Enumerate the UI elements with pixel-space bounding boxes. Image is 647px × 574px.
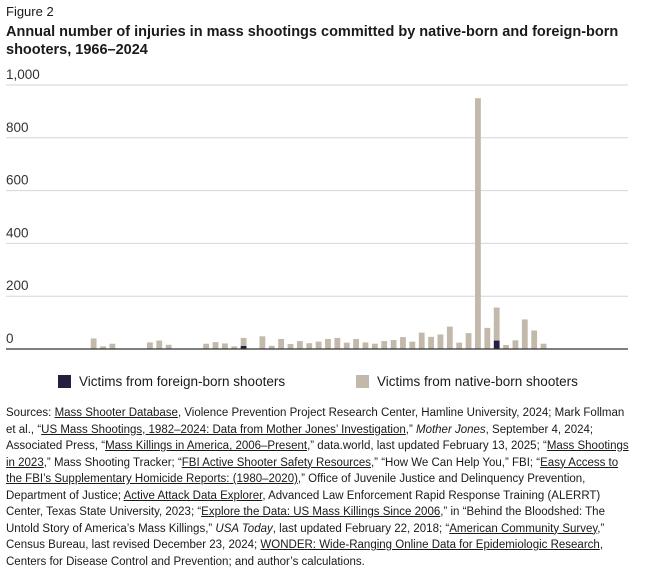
bar-native-1988 bbox=[278, 339, 284, 349]
source-link-usa-today[interactable]: Explore the Data: US Mass Killings Since 2006 bbox=[201, 506, 441, 518]
y-tick-label: 800 bbox=[6, 119, 29, 135]
sources-italic: Mother Jones bbox=[415, 423, 486, 436]
legend-swatch-native bbox=[356, 375, 369, 388]
bar-native-1995 bbox=[344, 343, 350, 349]
sources-text: , Violence Prevention Project Research Center, Hamline University, 2024; Mark Follman et al., “ bbox=[6, 407, 625, 436]
bar-native-1980 bbox=[203, 344, 209, 349]
bar-native-1999 bbox=[381, 341, 387, 349]
source-link-associated-press[interactable]: Mass Killings in America, 2006–Present bbox=[105, 440, 308, 452]
source-link-fbi-shr[interactable]: Easy Access to the FBI’s Supplementary Homicide Reports: (1980–2020) bbox=[6, 456, 619, 485]
bar-native-1993 bbox=[325, 339, 331, 349]
y-tick-label: 200 bbox=[6, 278, 29, 294]
bar-native-2001 bbox=[400, 337, 406, 349]
legend-label-native: Victims from native-born shooters bbox=[377, 374, 578, 389]
sources-text: ,” “How We Can Help You,” FBI; “ bbox=[370, 456, 541, 469]
sources-text: , Advanced Law Enforcement Rapid Response Training (ALERRT) Center, Texas State University, 2023; “ bbox=[6, 489, 601, 518]
source-link-fbi-active-shooter[interactable]: FBI Active Shooter Safety Resources bbox=[181, 456, 371, 469]
sources-italic: USA Today bbox=[215, 522, 273, 535]
figure-label: Figure 2 bbox=[6, 4, 54, 19]
bar-native-1968 bbox=[91, 338, 97, 349]
bar-native-2002 bbox=[409, 342, 415, 349]
chart-title: Annual number of injuries in mass shootings committed by native-born and foreign-born shooters, 1966–2024 bbox=[6, 24, 619, 58]
legend-swatch-foreign bbox=[58, 375, 71, 388]
sources-text: ,” Mass Shooting Tracker; “ bbox=[43, 456, 182, 469]
bar-native-2009 bbox=[475, 98, 481, 349]
sources-text: ,” Office of Juvenile Justice and Delinquency Prevention, Department of Justice; bbox=[6, 473, 586, 502]
source-link-active-attack[interactable]: Active Attack Data Explorer bbox=[123, 489, 263, 502]
bar-native-2005 bbox=[438, 334, 444, 349]
source-link-cdc-wonder[interactable]: WONDER: Wide-Ranging Online Data for Epidemiologic Research bbox=[260, 539, 600, 551]
source-link-mother-jones[interactable]: US Mass Shootings, 1982–2024: Data from Mother Jones’ Investigation bbox=[41, 423, 406, 436]
source-link-mass-shootings-2023[interactable]: Mass Shootings in 2023 bbox=[6, 440, 629, 469]
bar-native-1994 bbox=[334, 338, 340, 349]
legend-label-foreign: Victims from foreign-born shooters bbox=[79, 374, 286, 389]
source-link-mass-shooter-database[interactable]: Mass Shooter Database bbox=[54, 407, 178, 419]
bar-native-1989 bbox=[288, 344, 294, 349]
bar-foreign-2011 bbox=[494, 341, 500, 349]
bar-native-1998 bbox=[372, 344, 378, 349]
legend-item-foreign bbox=[58, 374, 285, 389]
bar-native-1970 bbox=[109, 344, 115, 349]
sources-text: ,” Census Bureau, last revised December 23, 2024; bbox=[6, 522, 605, 551]
source-link-acs[interactable]: American Community Survey bbox=[449, 522, 598, 535]
bar-native-2016 bbox=[541, 344, 547, 349]
sources-text: , Centers for Disease Control and Prevention; and author’s calculations. bbox=[6, 539, 604, 568]
y-tick-label: 400 bbox=[6, 225, 29, 241]
bar-native-2010 bbox=[484, 328, 490, 349]
bar-native-1974 bbox=[147, 342, 153, 349]
bar-native-2015 bbox=[531, 331, 537, 349]
bar-native-1996 bbox=[353, 339, 359, 349]
sources-text: ,” in “Behind the Bloodshed: The Untold Story of America’s Mass Killings,” bbox=[6, 506, 605, 535]
bar-native-1992 bbox=[316, 342, 322, 349]
injuries-bar-chart bbox=[0, 62, 647, 362]
bar-native-1976 bbox=[166, 345, 172, 349]
bar-native-1981 bbox=[213, 342, 219, 349]
bar-native-2003 bbox=[419, 333, 425, 349]
bar-native-2011 bbox=[494, 308, 500, 341]
y-tick-label: 0 bbox=[6, 331, 14, 346]
bar-native-2006 bbox=[447, 327, 453, 349]
y-tick-label: 1,000 bbox=[6, 67, 40, 82]
sources-note bbox=[6, 405, 636, 570]
bar-native-1991 bbox=[306, 343, 312, 349]
sources-text: ,” data.world, last updated February 13, 2025; “ bbox=[307, 440, 547, 452]
bar-native-2007 bbox=[456, 343, 462, 349]
y-tick-label: 600 bbox=[6, 172, 29, 188]
bar-native-2004 bbox=[428, 337, 434, 349]
bar-native-1997 bbox=[363, 342, 369, 349]
legend-item-native bbox=[356, 374, 578, 389]
bar-native-1982 bbox=[222, 343, 228, 349]
sources-text: , last updated February 22, 2018; “ bbox=[272, 522, 450, 535]
sources-text: , September 4, 2024; Associated Press, “ bbox=[6, 423, 594, 452]
bar-native-2013 bbox=[513, 340, 519, 349]
y-tick-labels bbox=[6, 67, 40, 346]
sources-text: ,” bbox=[405, 423, 416, 436]
bar-native-2000 bbox=[391, 340, 397, 349]
bars bbox=[91, 98, 547, 349]
gridlines bbox=[6, 85, 628, 296]
bar-native-2008 bbox=[466, 333, 472, 349]
bar-native-1986 bbox=[259, 336, 265, 349]
bar-native-1990 bbox=[297, 341, 303, 349]
bar-native-1984 bbox=[241, 338, 247, 346]
bar-native-2014 bbox=[522, 319, 528, 349]
sources-text: Sources: bbox=[6, 407, 55, 419]
bar-native-1975 bbox=[156, 341, 162, 349]
